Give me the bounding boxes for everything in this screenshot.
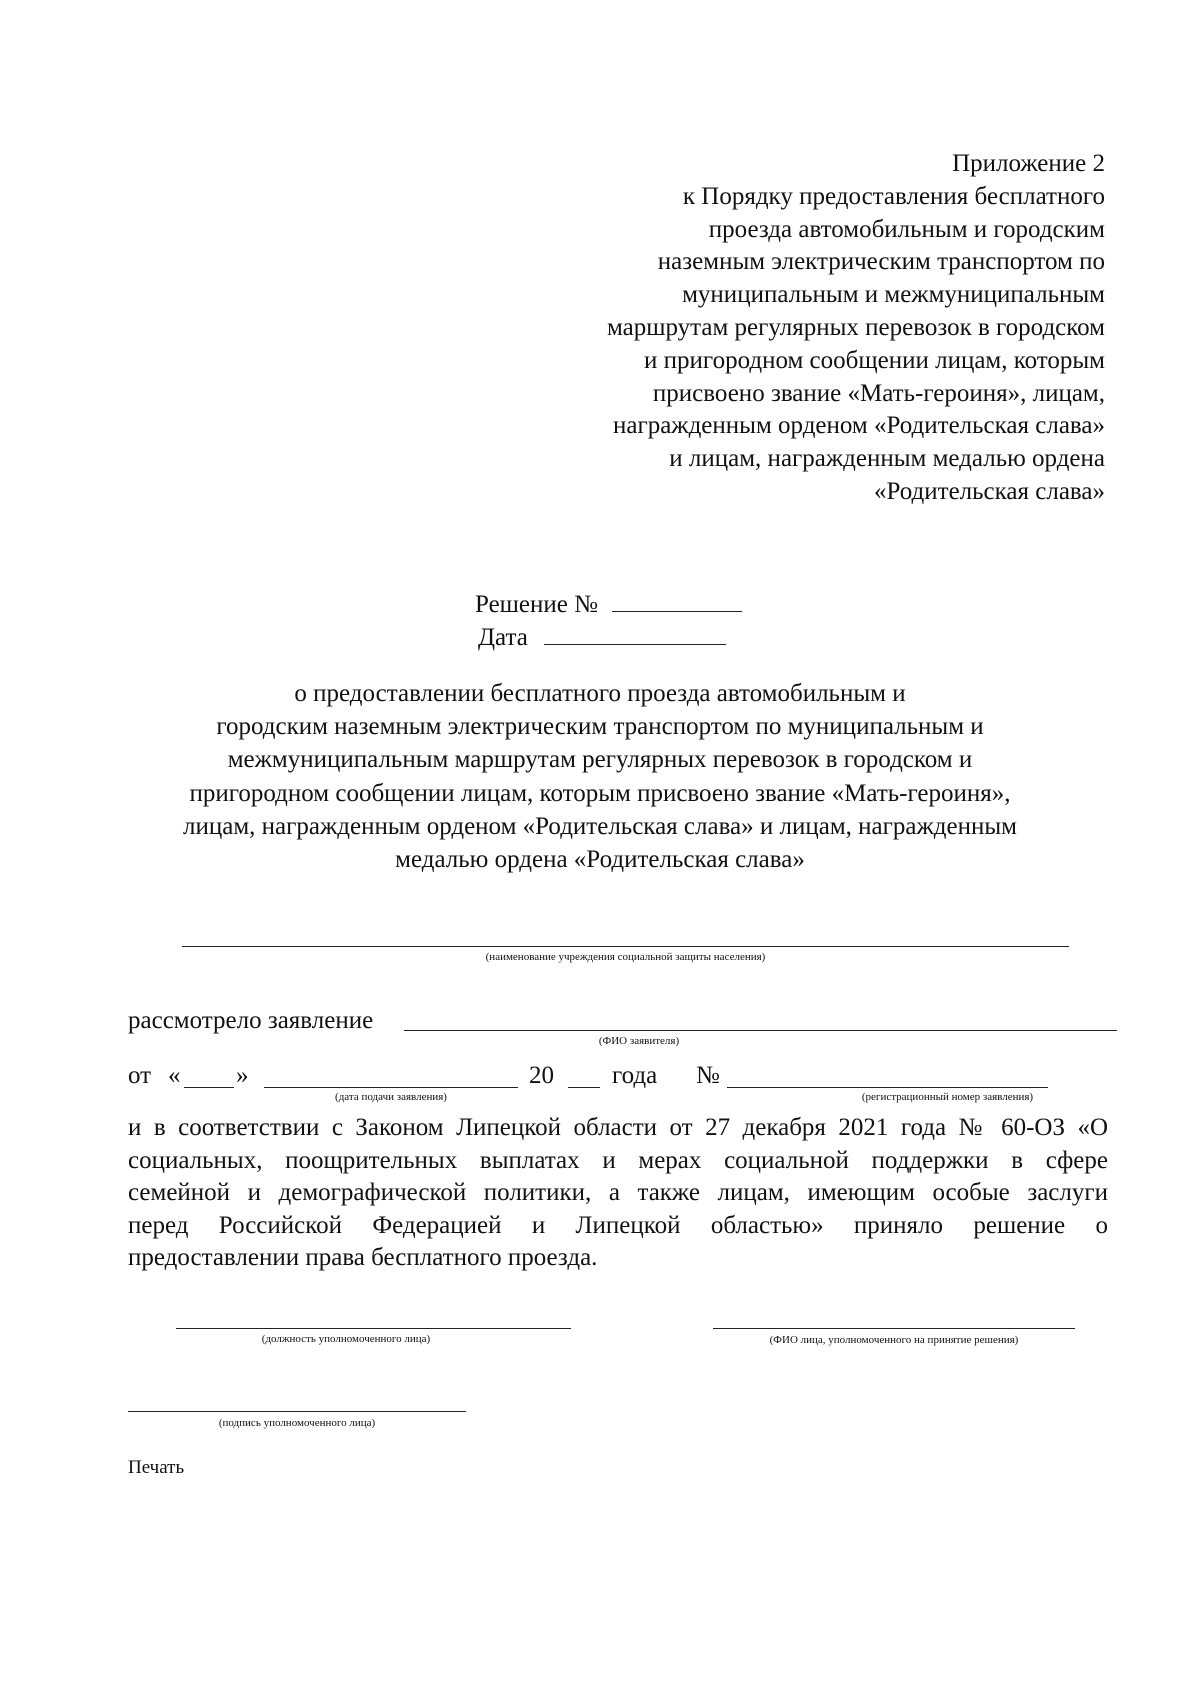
- applicant-name-field[interactable]: [404, 1030, 1117, 1031]
- from-label: от: [128, 1062, 152, 1089]
- year-field[interactable]: [568, 1087, 600, 1088]
- registration-number-field[interactable]: [727, 1087, 1048, 1088]
- decision-date-label: Дата: [478, 624, 528, 651]
- body-line: предоставлении права бесплатного проезда.: [128, 1244, 598, 1272]
- quote-open: «: [168, 1062, 181, 1089]
- appendix-header: [607, 148, 1105, 509]
- appendix-line: и пригородном сообщении лицам, которым: [644, 346, 1105, 374]
- appendix-line: проезда автомобильным и городским: [708, 215, 1105, 243]
- decision-body: [128, 1112, 1108, 1275]
- number-sign: №: [696, 1062, 720, 1089]
- decision-number-label: Решение №: [475, 591, 598, 618]
- appendix-line: награжденным орденом «Родительская слава»: [612, 412, 1105, 440]
- decision-number-field[interactable]: [612, 610, 742, 612]
- authorized-fio-caption: (ФИО лица, уполномоченного на принятие решения): [769, 1334, 1019, 1346]
- institution-field[interactable]: [182, 946, 1069, 947]
- subject-line: межмуниципальным маршрутам регулярных перевозок в городском и: [227, 746, 973, 774]
- decision-date-row: [475, 621, 742, 654]
- institution-caption: (наименование учреждения социальной защиты населения): [485, 951, 766, 963]
- subject-line: медалью ордена «Родительская слава»: [395, 846, 805, 874]
- body-line: семейной и демографической политики, а также лицам, имеющим особые заслуги: [128, 1179, 1108, 1207]
- regnum-caption: (регистрационный номер заявления): [861, 1091, 1034, 1103]
- position-caption: (должность уполномоченного лица): [261, 1333, 431, 1345]
- signature-caption: (подпись уполномоченного лица): [218, 1417, 376, 1429]
- appendix-line: муниципальным и межмуниципальным: [682, 281, 1105, 309]
- quote-close: »: [236, 1062, 249, 1089]
- subject-line: пригородном сообщении лицам, которым присвоено звание «Мать-героиня»,: [189, 779, 1011, 807]
- body-line: перед Российской Федерацией и Липецкой областью» приняло решение о: [128, 1211, 1108, 1239]
- appendix-line: «Родительская слава»: [873, 477, 1105, 505]
- applicant-caption: (ФИО заявителя): [598, 1035, 680, 1047]
- date-caption: (дата подачи заявления): [335, 1091, 447, 1103]
- month-field[interactable]: [264, 1087, 518, 1088]
- decision-number-row: [475, 588, 742, 621]
- reviewed-label: рассмотрело заявление: [128, 1007, 374, 1034]
- appendix-line: маршрутам регулярных перевозок в городском: [606, 313, 1105, 341]
- position-field[interactable]: [176, 1328, 571, 1329]
- appendix-line: присвоено звание «Мать-героиня», лицам,: [652, 379, 1105, 407]
- decision-date-field[interactable]: [544, 643, 726, 645]
- body-line: социальных, поощрительных выплатах и мерах социальной поддержки в сфере: [128, 1146, 1108, 1174]
- decision-header: [475, 588, 742, 654]
- subject-line: городским наземным электрическим транспортом по муниципальным и: [216, 713, 984, 741]
- appendix-line: к Порядку предоставления бесплатного: [682, 182, 1105, 210]
- year-suffix: года: [612, 1062, 658, 1089]
- appendix-line: наземным электрическим транспортом по: [657, 248, 1105, 276]
- appendix-line: и лицам, награжденным медалью ордена: [669, 445, 1105, 473]
- body-line: и в соответствии с Законом Липецкой области от 27 декабря 2021 года № 60-ОЗ «О: [128, 1114, 1108, 1141]
- stamp-label: Печать: [128, 1457, 185, 1478]
- day-field[interactable]: [184, 1087, 234, 1088]
- year-prefix: 20: [529, 1062, 554, 1089]
- appendix-line: Приложение 2: [952, 150, 1105, 177]
- authorized-fio-field[interactable]: [713, 1328, 1075, 1329]
- subject-line: о предоставлении бесплатного проезда автомобильным и: [294, 680, 906, 707]
- signature-field[interactable]: [128, 1411, 466, 1412]
- decision-subject: [120, 677, 1080, 876]
- subject-line: лицам, награжденным орденом «Родительская слава» и лицам, награжденным: [183, 812, 1017, 840]
